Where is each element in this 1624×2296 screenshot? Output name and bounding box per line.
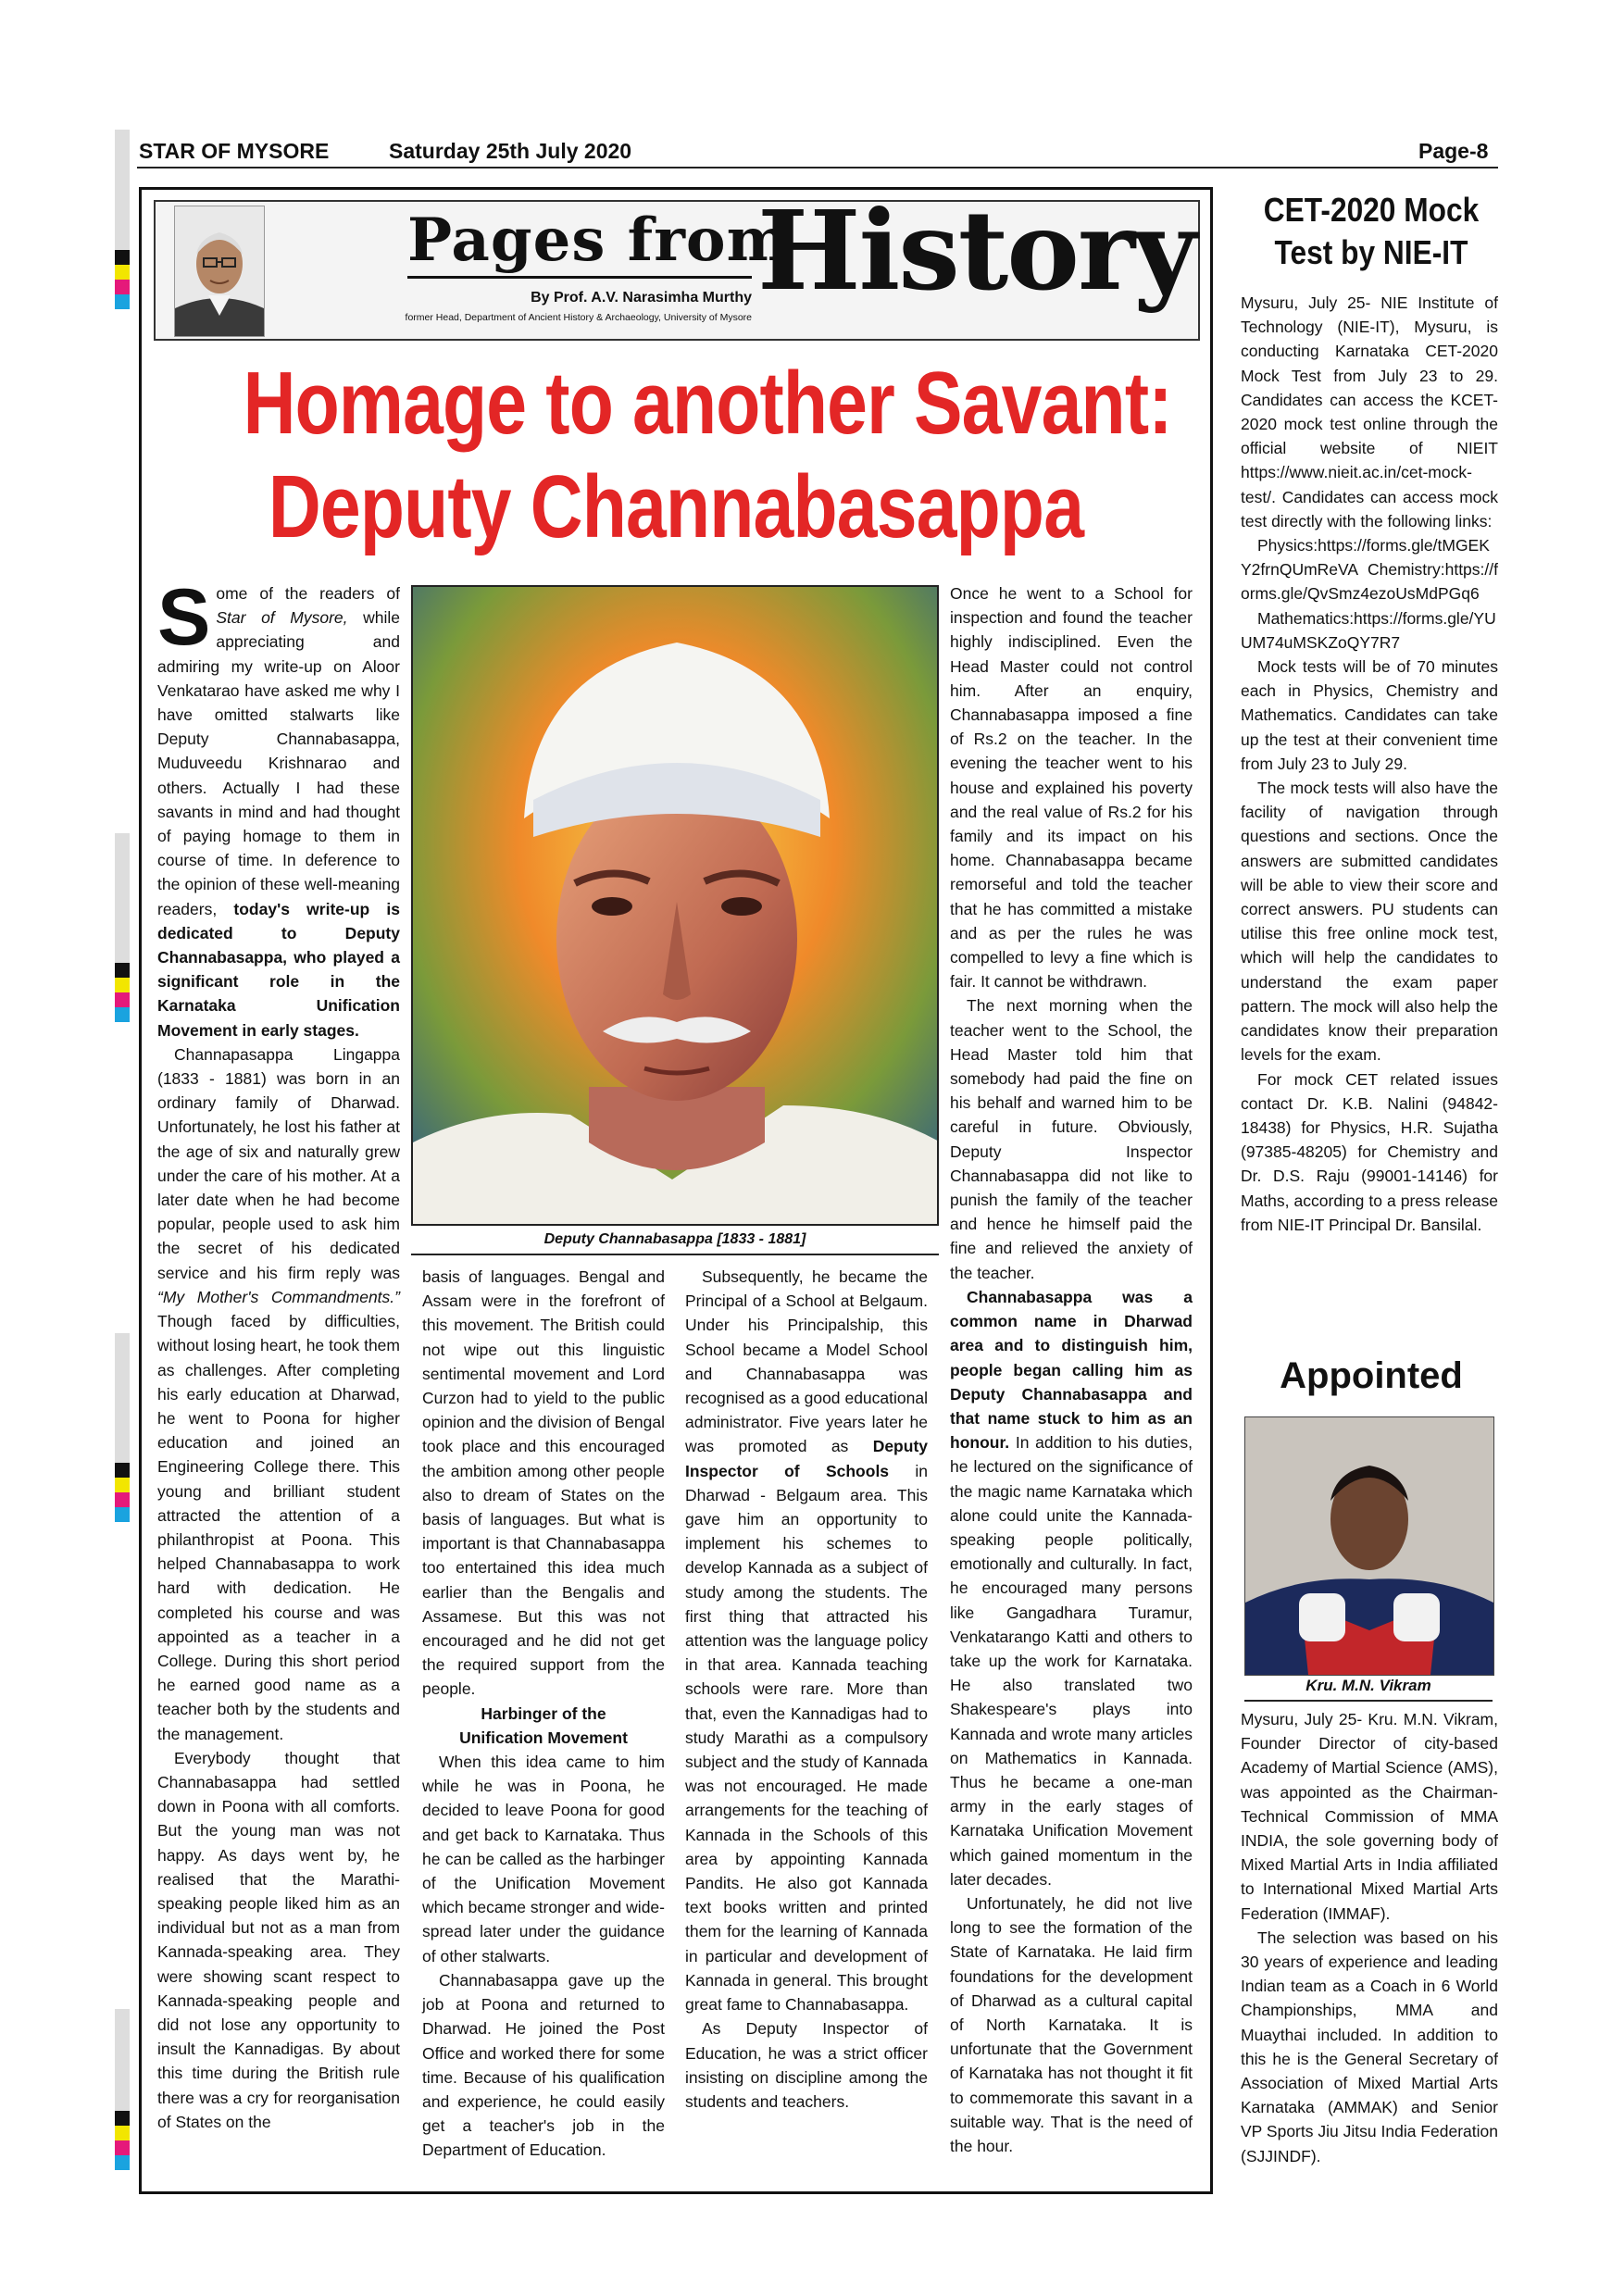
paper-name: STAR OF MYSORE bbox=[139, 139, 330, 163]
article-paragraph: basis of languages. Bengal and Assam were in the forefront of this movement. The British could not wipe out this linguistic sentimental movement and Lord Curzon had to yield to the public opinion and the division of Bengal took place and this encouraged the ambition among other people also to dream of States on the basis of languages. But what is important is that Channabasappa too entertained this idea much earlier than the Bengalis and Assamese. But this was not encouraged and he did not get the required support from the people. bbox=[422, 1267, 665, 1699]
sidebar-paragraph: Mysuru, July 25- NIE Institute of Technology (NIE-IT), Mysuru, is conducting Karnataka CET-2020 Mock Test from July 23 to 29. Candidates can access the KCET-2020 mock test online through the official website of NIEIT https://www.nieit.ac.in/cet-mock-test/. Candidates can access mock test directly with the following links: bbox=[1241, 293, 1498, 530]
registration-swatch bbox=[115, 2126, 130, 2140]
author-credentials: former Head, Department of Ancient History & Archaeology, University of Mysore bbox=[405, 312, 752, 323]
registration-swatch bbox=[115, 294, 130, 309]
author-portrait bbox=[174, 206, 265, 337]
appointed-article bbox=[1241, 1707, 1498, 2168]
headline-line-2: Deputy Channabasappa bbox=[268, 457, 1084, 556]
sidebar-paragraph: The mock tests will also have the facility of navigation through questions and sections. Once the answers are submitted candidates will be able to view their score and correct answers. PU students can utilise this free online mock test, which will help the candidates to understand the exam paper pattern. The mock will also help the candidates know their preparation levels for the exam. bbox=[1241, 779, 1498, 1065]
page-number: Page-8 bbox=[1418, 139, 1489, 163]
article-column-1 bbox=[157, 573, 401, 2134]
sidebar-paragraph: For mock CET related issues contact Dr. K.B. Nalini (94842-18438) for Physics, H.R. Sujatha (97385-48205) for Chemistry and Dr. D.S. Raju (99001-14146) for Maths, according to a press release from NIE-IT Principal Dr. Bansilal. bbox=[1241, 1069, 1498, 1234]
article-text: Subsequently, he became the Principal of a School at Belgaum. Under his Principalship, this School became a Model School and Channabasappa was recognised as a good educational administrator. Five years later he was promoted as bbox=[685, 1267, 928, 1456]
article-text: ome of the readers of bbox=[216, 584, 400, 603]
registration-bar bbox=[115, 833, 130, 963]
caption-rule bbox=[411, 1254, 939, 1255]
registration-swatch bbox=[115, 1492, 130, 1507]
article-paragraph: As Deputy Inspector of Education, he was a strict officer insisting on discipline among the students and teachers. bbox=[685, 2019, 928, 2111]
registration-bar bbox=[115, 2009, 130, 2111]
article-quote: “My Mother's Commandments.” bbox=[157, 1287, 400, 1306]
article-text: in Dharwad - Belgaum area. This gave him an opportunity to implement his schemes to develop Kannada as a subject of study among the students. The first thing that attracted his attention was the language policy in that area. Kannada teaching schools were rare. More than that, even the Kannadigas had to study Marathi as a compulsory subject and the study of Kannada was not encouraged. He made arrangements for the teaching of Kannada in the Schools of this area by appointing Kannada Pandits. He also got Kannada text books written and printed them for the learning of Kannada in particular and development of Kannada in general. This brought great fame to Channabasappa. bbox=[685, 1461, 929, 2015]
article-paragraph: Channabasappa gave up the job at Poona and returned to Dharwad. He joined the Post Office and worked there for some time. Because of his qualification and experience, he could easily get a teacher's job in the Department of Education. bbox=[422, 1970, 665, 2160]
registration-swatch bbox=[115, 963, 130, 978]
cet-article bbox=[1241, 291, 1498, 1237]
registration-bar bbox=[115, 130, 130, 250]
article-text-bold: Channabasappa was a common name in Dharwad area and to distinguish him, people began calling him as Deputy Channabasappa and that name stuck to him as an honour. bbox=[950, 1287, 1193, 1453]
subheading: Harbinger of the bbox=[481, 1703, 606, 1723]
registration-swatch bbox=[115, 1007, 130, 1022]
registration-swatch bbox=[115, 265, 130, 280]
article-paragraph: The next morning when the teacher went to the School, the Head Master told him that somebody had paid the fine on his behalf and warned him to be careful in future. Obviously, Deputy Inspector Channabasappa did not like to punish the family of the teacher and hence he himself paid the fine and relieved the anxiety of the teacher. bbox=[950, 996, 1193, 1282]
article-text: Star of Mysore, bbox=[216, 608, 348, 628]
sidebar-paragraph: Mock tests will be of 70 minutes each in Physics, Chemistry and Mathematics. Candidates can take up the test at their convenient time from July 23 to July 29. bbox=[1241, 657, 1498, 773]
registration-swatch bbox=[115, 2140, 130, 2155]
appointed-title: Appointed bbox=[1280, 1355, 1463, 1396]
header-rule bbox=[137, 167, 1498, 168]
sidebar-links: Physics:https://forms.gle/tMGEKY2frnQUmReVA Chemistry:https://forms.gle/QvSmz4ezoUsMdPGq6 bbox=[1241, 536, 1498, 604]
vikram-caption: Kru. M.N. Vikram bbox=[1305, 1677, 1431, 1694]
article-text-bold: Deputy Inspector of Schools bbox=[685, 1437, 928, 1480]
registration-swatch bbox=[115, 978, 130, 992]
article-paragraph: Once he went to a School for inspection and found the teacher highly indisciplined. Even the Head Master could not control him. After an enquiry, Channabasappa imposed a fine of Rs.2 on the teacher. In the evening the teacher went to his house and explained his poverty and the real value of Rs.2 for his family and its impact on his home. Channabasappa became remorseful and told the teacher that he has committed a mistake and as per the rules he was compelled to levy a fine which is fair. It cannot be withdrawn. bbox=[950, 584, 1193, 992]
author-byline: By Prof. A.V. Narasimha Murthy bbox=[531, 290, 752, 306]
article-paragraph: Unfortunately, he did not live long to see the formation of the State of Karnataka. He laid firm foundations for the development of Dharwad as a cultural capital of North Karnataka. It is unfortunate that the Government of Karnataka has not thought it fit to commemorate this savant in a suitable way. That is the need of the hour. bbox=[950, 1893, 1193, 2155]
registration-swatch bbox=[115, 280, 130, 294]
article-text: while appreciating and admiring my write-up on Aloor Venkatarao have asked me why I have omitted stalwarts like Deputy Channabasappa, Muduveedu Krishnarao and others. Actually I had these savants in mind and had thought of paying homage to them in course of time. In deference to the opinion of these well-meaning readers, bbox=[157, 608, 400, 918]
sidebar-links: Mathematics:https://forms.gle/YUUM74uMSKZoQY7R7 bbox=[1241, 608, 1496, 652]
sidebar-paragraph: Mysuru, July 25- Kru. M.N. Vikram, Founder Director of city-based Academy of Martial Science (AMS), was appointed as the Chairman-Technical Commission of MMA INDIA, the sole governing body of Mixed Martial Arts in India affiliated to International Mixed Martial Arts Federation (IMMAF). bbox=[1241, 1710, 1498, 1923]
article-text-bold: today's write-up is dedicated to Deputy Channabasappa, who played a significant role in the Karnataka Unification Movement in early stages. bbox=[157, 899, 401, 1040]
article-paragraph: When this idea came to him while he was in Poona, he decided to leave Poona for good and get back to Karnataka. Thus he can be called as the harbinger of the Unification Movement which became stronger and wide-spread later under the guidance of other stalwarts. bbox=[422, 1753, 665, 1965]
headline-line-1: Homage to another Savant: bbox=[243, 354, 1172, 453]
article-column-4 bbox=[950, 581, 1193, 2158]
article-column-3 bbox=[685, 1265, 928, 2114]
history-title: History bbox=[757, 186, 1195, 315]
article-column-2 bbox=[422, 1265, 665, 2163]
article-paragraph: Everybody thought that Channabasappa had settled down in Poona with all comforts. But the young man was not happy. As days went by, he realised that the Marathi-speaking people liked him as an individual but not as a man from Kannada-speaking area. They were showing scant respect to Kannada-speaking people and did not lose any opportunity to insult the Kannadigas. By about this time during the British rule there was a cry for reorganisation of States on the bbox=[157, 1748, 400, 2131]
sidebar-paragraph: The selection was based on his 30 years of experience and leading Indian team as a Coach in 6 World Championships, MMA and Muaythai included. In addition to this he is the General Secretary of Association of Mixed Martial Arts Karnataka (AMMAK) and Senior VP Sports Jiu Jitsu India Federation (SJJINDF). bbox=[1241, 1928, 1498, 2165]
registration-swatch bbox=[115, 1478, 130, 1492]
article-text: Though faced by difficulties, without losing heart, he took them as challenges. After completing his early education at Dharwad, he went to Poona for higher education and joined an Engineering College there. This young and brilliant student attracted the attention of a philanthropist at Poona. This helped Channabasappa to work hard with dedication. He completed his course and was appointed as a teacher in a College. During this short period he earned good name as a teacher both by the students and the management. bbox=[157, 1312, 400, 1743]
registration-swatch bbox=[115, 992, 130, 1007]
article-text: In addition to his duties, he lectured on the significance of the magic name Karnataka which alone could unite the Kannada-speaking people politically, emotionally and culturally. In fact, he encouraged many persons like Gangadhara Turamur, Venkatarango Katti and others to take up the work for Karnataka. He also translated two Shakespeare's plays into Kannada and wrote many articles on Mathematics in Kannada. Thus he became a one-man army in the early stages of Karnataka Unification Movement which gained momentum in the later decades. bbox=[950, 1433, 1193, 1889]
portrait-caption: Deputy Channabasappa [1833 - 1881] bbox=[543, 1231, 806, 1247]
registration-swatch bbox=[115, 250, 130, 265]
registration-swatch bbox=[115, 1507, 130, 1522]
cet-title-line-1: CET-2020 Mock bbox=[1263, 191, 1480, 229]
registration-bar bbox=[115, 1333, 130, 1463]
registration-swatch bbox=[115, 2155, 130, 2170]
issue-date: Saturday 25th July 2020 bbox=[389, 139, 632, 163]
channabasappa-portrait bbox=[411, 585, 939, 1226]
caption-rule bbox=[1244, 1700, 1493, 1702]
subheading: Unification Movement bbox=[459, 1728, 628, 1747]
title-rule bbox=[407, 276, 752, 279]
registration-swatch bbox=[115, 1463, 130, 1478]
article-text: Channapasappa Lingappa (1833 - 1881) was born in an ordinary family of Dharwad. Unfortunately, he lost his father at the age of six and naturally grew under the care of his mother. At a later date when he had become popular, people used to ask him the secret of his dedicated service and his firm reply was bbox=[157, 1044, 400, 1282]
registration-swatch bbox=[115, 2111, 130, 2126]
pages-from-title: Pages from bbox=[407, 206, 791, 275]
drop-cap: S bbox=[157, 573, 211, 662]
vikram-photo bbox=[1244, 1416, 1494, 1676]
cet-title-line-2: Test by NIE-IT bbox=[1274, 233, 1468, 271]
